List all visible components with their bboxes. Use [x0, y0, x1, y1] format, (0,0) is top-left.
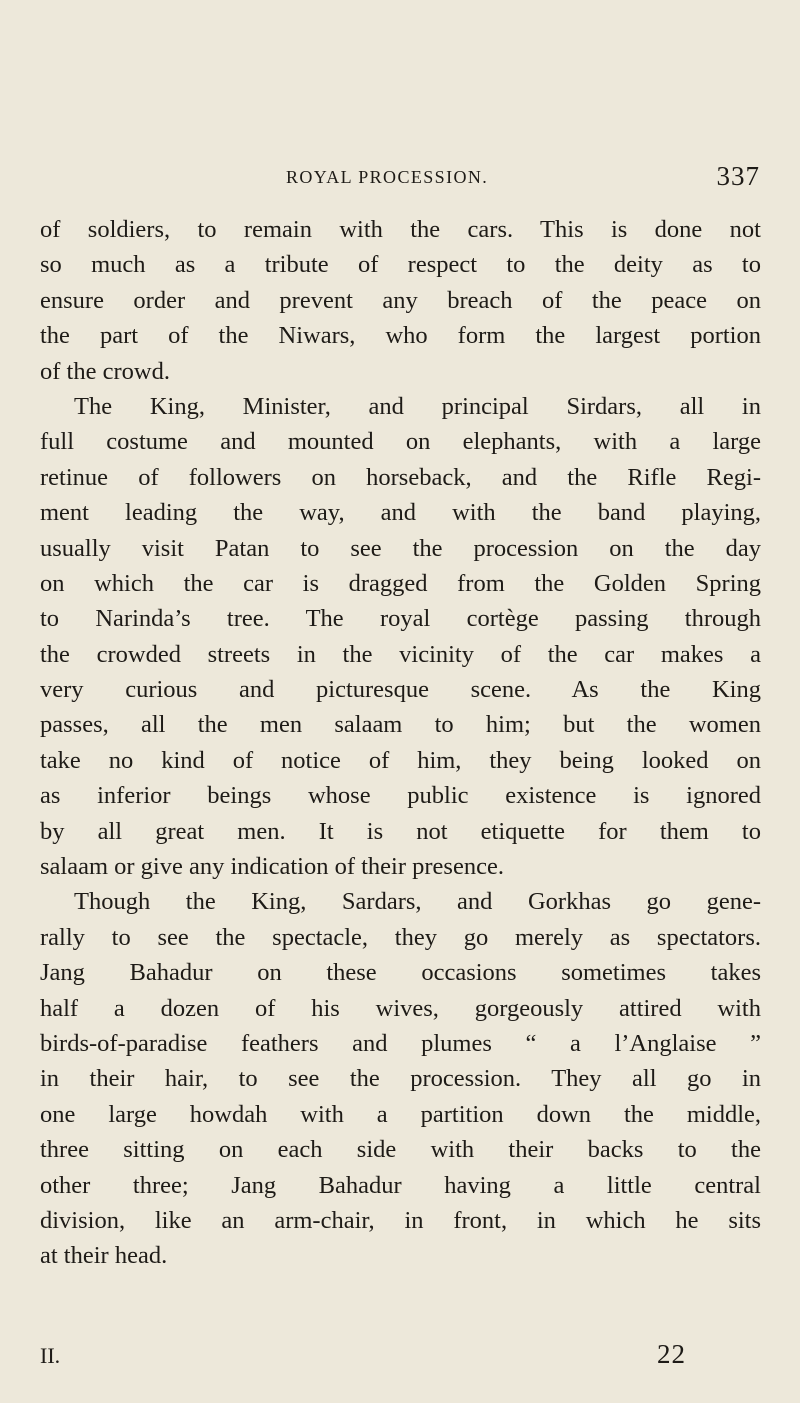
text-line: other three; Jang Bahadur having a little central	[40, 1171, 761, 1199]
text-line: of soldiers, to remain with the cars. This is done not	[40, 216, 761, 243]
text-line: usually visit Patan to see the procession on the day	[40, 534, 761, 562]
signature-mark: 22	[657, 1339, 686, 1369]
text-line: half a dozen of his wives, gorgeously attired with	[40, 994, 761, 1022]
text-line: The King, Minister, and principal Sirdars, all in	[74, 392, 761, 420]
text-line: full costume and mounted on elephants, with a large	[40, 428, 761, 456]
text-line: rally to see the spectacle, they go merely as spectators.	[40, 923, 761, 951]
body-text	[40, 212, 761, 1274]
running-head	[40, 161, 760, 201]
text-line: so much as a tribute of respect to the deity as to	[40, 251, 761, 279]
text-line: Jang Bahadur on these occasions sometimes takes	[40, 959, 761, 987]
page-footer	[40, 1339, 760, 1377]
volume-mark: II.	[40, 1343, 61, 1368]
text-line: division, like an arm-chair, in front, in which he sits	[40, 1206, 761, 1234]
text-line: birds-of-paradise feathers and plumes “ a l’Anglaise ”	[40, 1029, 761, 1057]
text-line: ment leading the way, and with the band playing,	[40, 499, 761, 527]
text-line: take no kind of notice of him, they being looked on	[40, 746, 761, 774]
text-line: one large howdah with a partition down the middle,	[40, 1100, 761, 1128]
text-line: passes, all the men salaam to him; but the women	[40, 711, 761, 739]
running-head-title: ROYAL PROCESSION.	[286, 167, 489, 187]
text-line: salaam or give any indication of their presence.	[40, 853, 504, 881]
page-number: 337	[716, 161, 760, 191]
text-line: on which the car is dragged from the Golden Spring	[40, 569, 761, 597]
text-line: by all great men. It is not etiquette for them to	[40, 817, 761, 845]
text-line: in their hair, to see the procession. They all go in	[40, 1065, 761, 1093]
text-line: very curious and picturesque scene. As the King	[40, 676, 761, 704]
text-line: the part of the Niwars, who form the largest portion	[40, 322, 761, 350]
text-line: retinue of followers on horseback, and the Rifle Regi-	[40, 463, 761, 491]
text-line: of the crowd.	[40, 357, 170, 385]
text-line: as inferior beings whose public existence is ignored	[40, 782, 761, 810]
text-line: at their head.	[40, 1242, 168, 1270]
text-line: to Narinda’s tree. The royal cortège passing through	[40, 605, 761, 633]
text-line: three sitting on each side with their backs to the	[40, 1136, 761, 1164]
text-line: ensure order and prevent any breach of the peace on	[40, 286, 761, 314]
text-line: the crowded streets in the vicinity of the car makes a	[40, 640, 761, 668]
text-line: Though the King, Sardars, and Gorkhas go gene-	[74, 888, 761, 916]
